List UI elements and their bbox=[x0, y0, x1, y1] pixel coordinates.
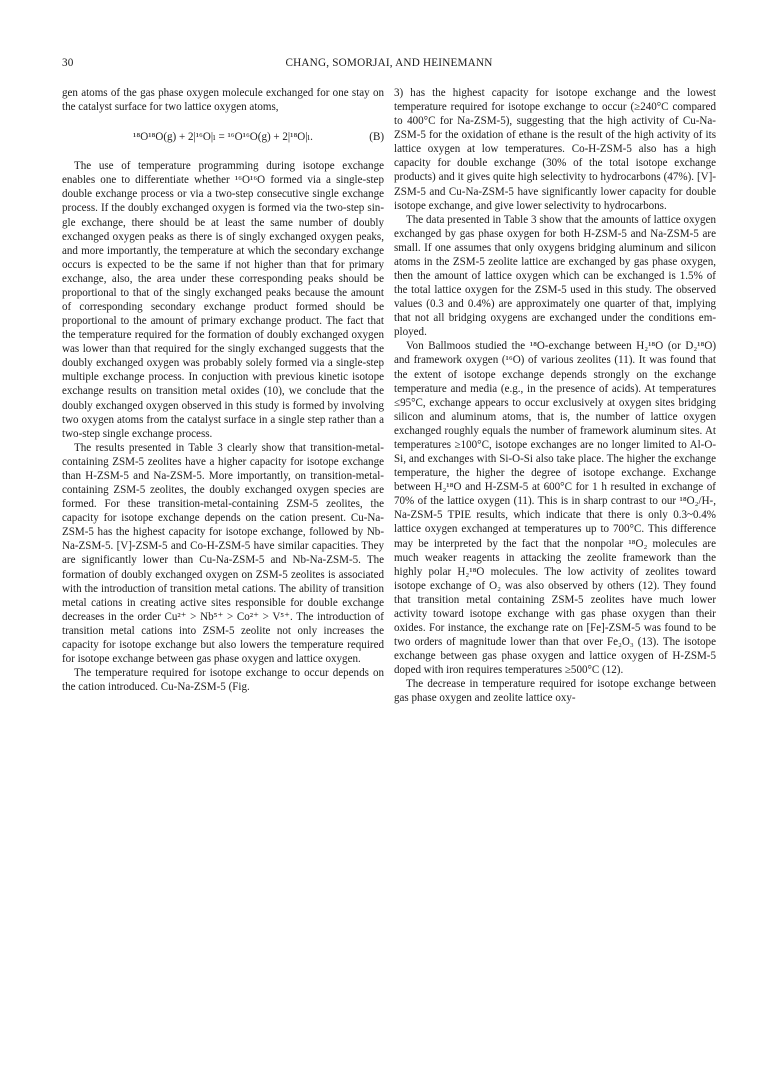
paragraph-temperature-programming: The use of temperature programming during isotope exchange enables one to differentiate whether ¹⁶O¹⁶O formed via a single-step double exchange process or via a two-step consecutive single exchange process. If the doubly exchanged oxygen is formed via the two-step single exchange, there should be at least the same number of doubly exchanged oxygen peaks as there is of singly exchanged oxygen peaks, and more importantly, the temperature at which the secondary exchange occurs is expected to be the same if not higher than that for primary exchange, also, the area under these corresponding peaks should be proportional to that of the singly exchanged peaks because the amount of corresponding secondary exchange product formed should be proportional to the amount of primary exchange product. The fact that the temperature required for the formation of doubly exchanged oxygen was lower than that required for the singly exchanged suggests that the doubly exchanged oxygen was probably solely formed via a single-step multiple exchange process. In conjuction with previous kinetic isotope exchange results on transition metal oxides (10), we conclude that the doubly exchanged oxygen observed in this study is formed by involving two oxygen atoms from the catalyst surface in a single step rather than a two-step single exchange process. bbox=[62, 160, 384, 440]
paragraph-table3-results: The results presented in Table 3 clearly show that transition-metal-containing ZSM-5 zeolites have a higher capacity for isotope exchange than H-ZSM-5 and Na-ZSM-5. More importantly, on transition-metal-containing ZSM-5 zeolites, the doubly exchanged oxygen species are formed. For these transition-metal-containing ZSM-5 zeolites, the capacity for isotope exchange depends on the cation present. Cu-Na-ZSM-5 has the highest capacity for isotope exchange, followed by Nb-Na-ZSM-5. [V]-ZSM-5 and Co-H-ZSM-5 have similar capacities. They are significantly lower than Cu-Na-ZSM-5 and Nb-Na-ZSM-5. The formation of doubly exchanged oxygen on ZSM-5 zeolites is associated with the introduction of transition metal cations. The ability of transition metal cations in creating active sites responsible for double exchange decreases in the order Cu²⁺ > Nb⁵⁺ > Co²⁺ > V⁵⁺. The introduction of transition metal cations into ZSM-5 zeolite not only increases the capacity for isotope exchange but also lowers the temperature required for isotope exchange between gas phase oxygen and lattice oxygen. bbox=[62, 441, 384, 665]
running-header bbox=[62, 57, 716, 73]
equation-label: (B) bbox=[369, 131, 384, 144]
paragraph-continued: gen atoms of the gas phase oxygen molecule exchanged for one stay on the catalyst surface for two lattice oxygen atoms, bbox=[62, 87, 384, 114]
paragraph-von-ballmoos: Von Ballmoos studied the ¹⁸O-exchange between H₂¹⁸O (or D₂¹⁸O) and framework oxygen (¹⁶O) of various zeolites (11). It was found that the extent of isotope exchange depends strongly on the exchange temperature and media (e.g., in the presence of acids). At temperatures ≤95°C, exchange appears to occur exclusively at oxygen sites bridging silicon and aluminum atoms, that is, the number of lattice oxygen exchanged roughly equals the number of framework aluminum sites. At temperatures ≥100°C, isotope exchanges are no longer limited to Al-O-Si, and exchanges with Si-O-Si also take place. The higher the exchange temperature, the higher the degree of isotope exchange. Exchange between H₂¹⁸O and H-ZSM-5 at 600°C for 1 h resulted in exchange of 70% of the lattice oxygen (11). This is in sharp contrast to our ¹⁸O₂/H-, Na-ZSM-5 TPIE results, which indicate that there is only 0.3~0.4% lattice oxygen exchanged at temperatures up to 700°C. This difference may be interpreted by the fact that the nonpolar ¹⁸O₂ molecules are much weaker reagents in attacking the zeolite framework than the highly polar H₂¹⁸O molecules. The low activity of zeolites toward isotope exchange of O₂ was also observed by others (12). They found that transition metal containing ZSM-5 zeolites have much lower activity toward isotope exchange with gas phase oxygen than their oxides. For instance, the exchange rate on [Fe]-ZSM-5 was found to be two orders of magnitude lower than that over Fe₂O₃ (13). The isotope exchange between gas phase oxygen and lattice oxygen of H-ZSM-5 doped with iron requires temperatures ≥500°C (12). bbox=[394, 340, 716, 677]
paragraph-cu-na-zsm5: 3) has the highest capacity for isotope exchange and the lowest temperature required for isotope exchange to occur (≥240°C compared to 400°C for Na-ZSM-5), suggesting that the high activity of Cu-Na-ZSM-5 for the oxidation of ethane is the result of the high activity of its lattice oxygen at low temperatures. Co-H-ZSM-5 also has a high capacity for double exchange (30% of the total isotope exchange products) and it gives quite high selectivity to hydrocarbons (47%). [V]-ZSM-5 and Cu-Na-ZSM-5 have significantly lower capacity for double isotope exchange, and give lower selectivity to hydrocarbons. bbox=[394, 87, 716, 212]
right-column bbox=[394, 86, 716, 705]
running-head-authors: CHANG, SOMORJAI, AND HEINEMANN bbox=[285, 57, 493, 69]
paragraph-lattice-oxygen-amounts: The data presented in Table 3 show that the amounts of lattice oxygen exchanged by gas phase oxygen for both H-ZSM-5 and Na-ZSM-5 are small. If one assumes that only oxygens bridging aluminum and silicon atoms in the ZSM-5 zeolite lattice are exchanged by gas phase oxygen, then the amount of lattice oxygen which can be exchanged is 1.5% of the total lattice oxygen for the ZSM-5 used in this study. The observed values (0.3 and 0.4%) are approximately one quarter of that, implying that not all bridging oxygens are exchanged under the conditions employed. bbox=[394, 213, 716, 339]
paragraph-decrease-temperature: The decrease in temperature required for isotope exchange between gas phase oxygen and zeolite lattice oxy- bbox=[394, 678, 716, 705]
equation-text: ¹⁸O¹⁸O(g) + 2|¹⁶O|ₗ = ¹⁶O¹⁶O(g) + 2|¹⁸O|ₗ. bbox=[133, 131, 313, 144]
left-column bbox=[62, 86, 384, 694]
page-number: 30 bbox=[62, 57, 74, 69]
equation-b bbox=[62, 130, 384, 144]
paragraph-temperature-cation: The temperature required for isotope exchange to occur depends on the cation introduced. Cu-Na-ZSM-5 (Fig. bbox=[62, 667, 384, 694]
